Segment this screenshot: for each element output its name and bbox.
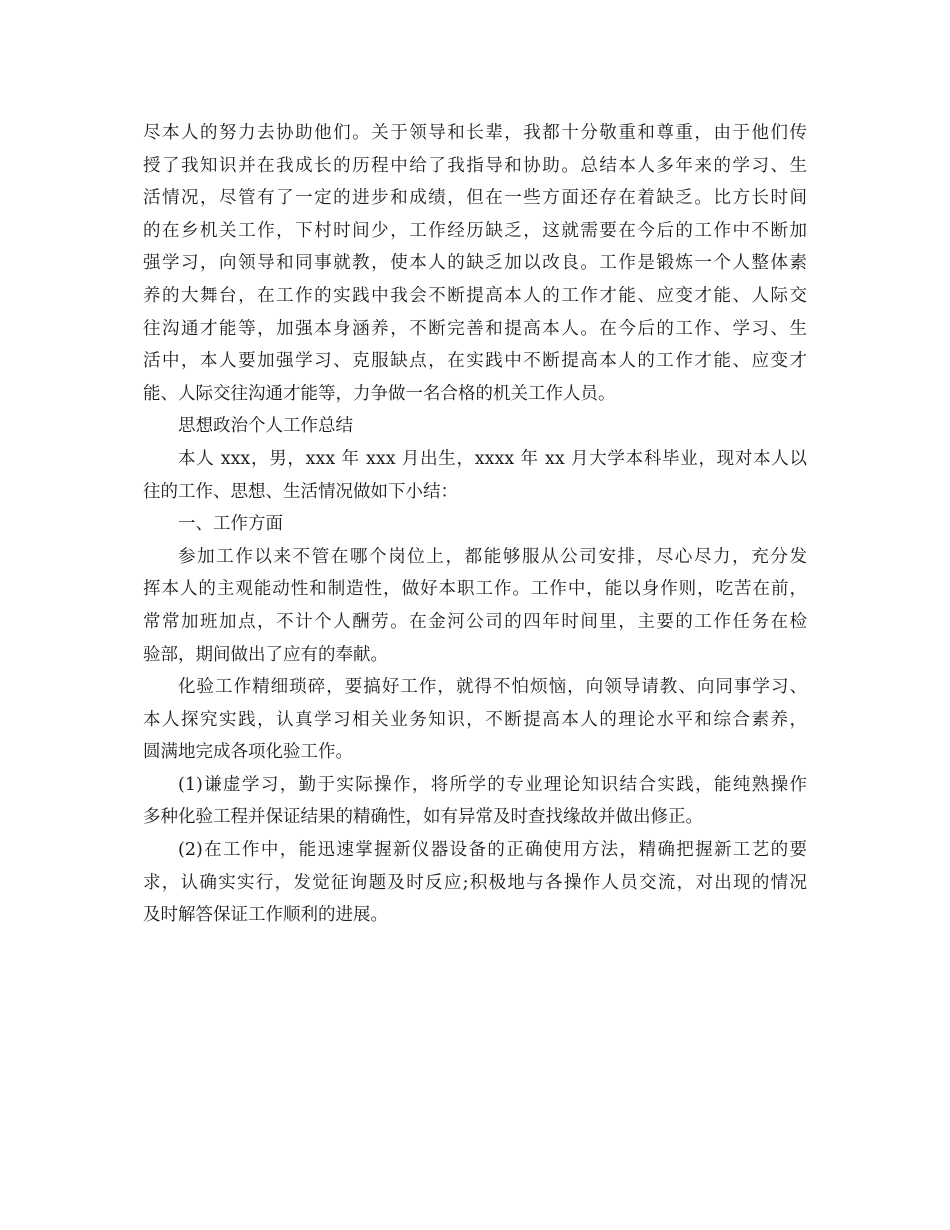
document-body [143,117,807,932]
text-line: 养的大舞台，在工作的实践中我会不断提高本人的工作才能、应变才能、人际交 [143,285,807,306]
text-line: 思想政治个人工作总结 [178,416,353,437]
text-line: 常常加班加点，不计个人酬劳。在金河公司的四年时间里，主要的工作任务在检 [143,611,807,632]
text-line: 尽本人的努力去协助他们。关于领导和长辈，我都十分敬重和尊重，由于他们传 [143,123,807,143]
text-line: 往沟通才能等，加强本身涵养，不断完善和提高本人。在今后的工作、学习、生 [143,318,807,339]
text-line: 及时解答保证工作顺利的进展。 [143,905,388,926]
text-line: 授了我知识并在我成长的历程中给了我指导和协助。总结本人多年来的学习、生 [143,155,807,176]
text-line: 本人探究实践，认真学习相关业务知识，不断提高本人的理论水平和综合素养， [143,709,807,730]
text-line: 化验工作精细琐碎，要搞好工作，就得不怕烦恼，向领导请教、向同事学习、 [178,677,807,698]
text-line: 圆满地完成各项化验工作。 [143,742,353,763]
text-line: 能、人际交往沟通才能等，力争做一名合格的机关工作人员。 [143,383,616,404]
text-line: 验部，期间做出了应有的奉献。 [143,644,388,665]
text-line: (2)在工作中，能迅速掌握新仪器设备的正确使用方法，精确把握新工艺的要 [178,840,807,861]
text-line: 参加工作以来不管在哪个岗位上，都能够服从公司安排，尽心尽力，充分发 [178,546,807,567]
text-line: 挥本人的主观能动性和制造性，做好本职工作。工作中，能以身作则，吃苦在前， [143,579,807,600]
text-line: 多种化验工程并保证结果的精确性，如有异常及时查找缘故并做出修正。 [143,807,703,828]
text-line: 一、工作方面 [178,514,283,535]
text-line: (1)谦虚学习，勤于实际操作，将所学的专业理论知识结合实践，能纯熟操作 [178,774,807,795]
text-line: 活中，本人要加强学习、克服缺点，在实践中不断提高本人的工作才能、应变才 [143,351,807,372]
text-line: 的在乡机关工作，下村时间少，工作经历缺乏，这就需要在今后的工作中不断加 [143,220,807,241]
text-line: 强学习，向领导和同事就教，使本人的缺乏加以改良。工作是锻炼一个人整体素 [143,253,807,274]
text-line: 本人 xxx，男，xxx 年 xxx 月出生，xxxx 年 xx 月大学本科毕业，现对本人以 [178,448,807,469]
text-line: 求，认确实实行，发觉征询题及时反应;积极地与各操作人员交流，对出现的情况 [143,872,807,893]
text-line: 往的工作、思想、生活情况做如下小结： [143,481,458,502]
text-line: 活情况，尽管有了一定的进步和成绩，但在一些方面还存在着缺乏。比方长时间 [143,188,807,209]
